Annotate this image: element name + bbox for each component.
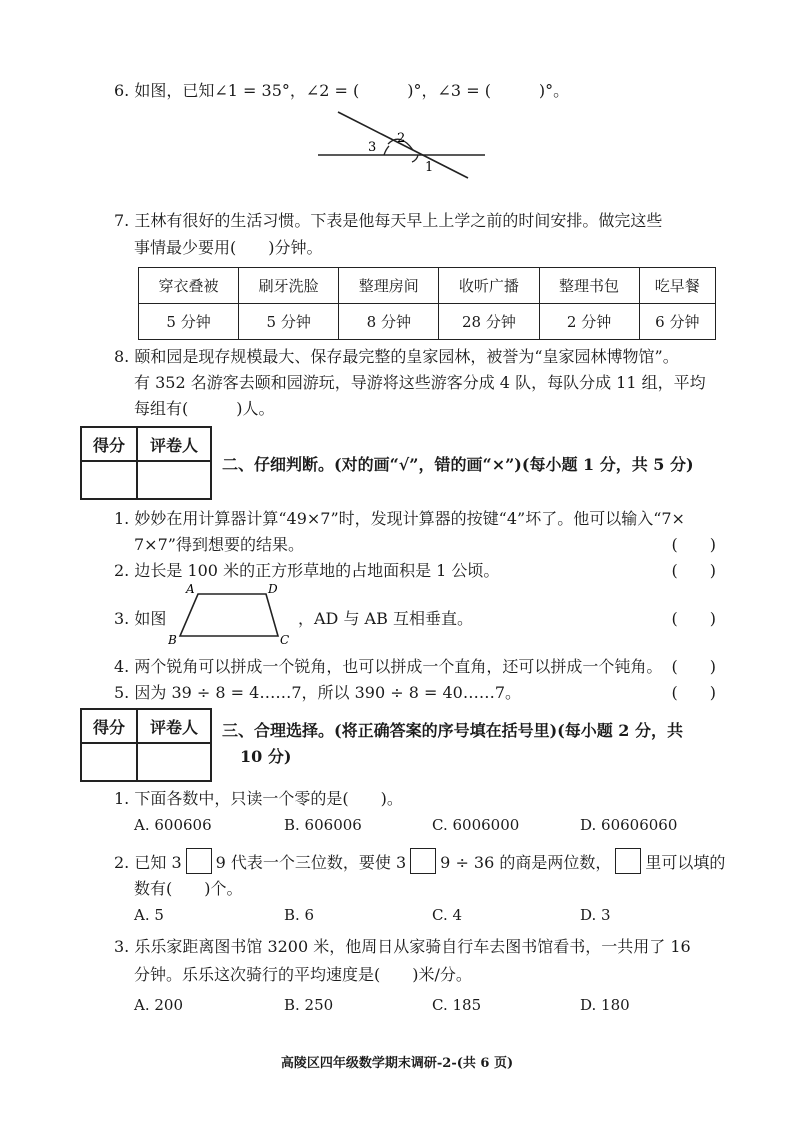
score-label: 得分 (81, 709, 137, 743)
answer-paren[interactable]: ( ) (671, 535, 716, 554)
answer-paren[interactable]: ( ) (671, 683, 716, 702)
q6-text: 6. 如图，已知∠1 = 35°，∠2 = ( )°，∠3 = ( )°。 (114, 81, 570, 100)
s2-q3-post: ，AD 与 AB 互相垂直。 (298, 609, 473, 628)
grader-cell[interactable] (137, 743, 211, 781)
s3-q2-option-d[interactable]: D. 3 (580, 906, 611, 924)
s3-q1: 1. 下面各数中，只读一个零的是( )。 (114, 789, 403, 808)
q8-line3: 每组有( )人。 (134, 399, 275, 418)
s3-q1-option-d[interactable]: D. 60606060 (580, 816, 678, 834)
value-cell: 8 分钟 (339, 304, 439, 340)
label-2: 2 (397, 131, 406, 146)
s3-q3-option-b[interactable]: B. 250 (284, 996, 334, 1014)
s3-q3-line1: 3. 乐乐家距离图书馆 3200 米，他周日从家骑自行车去图书馆看书，一共用了 16 (114, 937, 691, 956)
s2-q5: 5. 因为 39 ÷ 8 = 4……7，所以 390 ÷ 8 = 40……7。 (114, 683, 521, 702)
label-3: 3 (368, 140, 377, 155)
score-box-3 (80, 708, 212, 782)
vertex-c: C (280, 633, 290, 647)
value-cell: 2 分钟 (539, 304, 639, 340)
s3-q3-option-d[interactable]: D. 180 (580, 996, 630, 1014)
header-cell: 穿衣叠被 (139, 268, 239, 304)
q7-line1: 7. 王林有很好的生活习惯。下表是他每天早上上学之前的时间安排。做完这些 (114, 211, 663, 230)
section-3-title-line1: 三、合理选择。(将正确答案的序号填在括号里)(每小题 2 分，共 (222, 721, 683, 740)
table-header-row (139, 268, 716, 304)
score-box-2 (80, 426, 212, 500)
s3-q1-option-b[interactable]: B. 606006 (284, 816, 362, 834)
score-cell[interactable] (81, 461, 137, 499)
blank-box[interactable] (186, 848, 212, 874)
s3-q2-part-b: 9 代表一个三位数，要使 3 (215, 853, 407, 872)
blank-box[interactable] (410, 848, 436, 874)
page-footer: 高陵区四年级数学期末调研-2-(共 6 页) (280, 1056, 514, 1071)
s3-q2-option-a[interactable]: A. 5 (134, 906, 164, 924)
header-cell: 整理房间 (339, 268, 439, 304)
s3-q2-line2: 数有( )个。 (134, 879, 243, 898)
section-2-title: 二、仔细判断。(对的画“√”，错的画“×”)(每小题 1 分，共 5 分) (222, 455, 694, 474)
answer-paren[interactable]: ( ) (671, 561, 716, 580)
s3-q2-part-a: 2. 已知 3 (114, 853, 182, 872)
score-cell[interactable] (81, 743, 137, 781)
s3-q3-line2: 分钟。乐乐这次骑行的平均速度是( )米/分。 (134, 965, 472, 984)
grader-label: 评卷人 (137, 709, 211, 743)
s2-q1-line2: 7×7”得到想要的结果。 (134, 535, 304, 554)
header-cell: 刷牙洗脸 (239, 268, 339, 304)
blank-box[interactable] (615, 848, 641, 874)
grader-cell[interactable] (137, 461, 211, 499)
vertex-a: A (186, 582, 195, 596)
score-label: 得分 (81, 427, 137, 461)
value-cell: 5 分钟 (139, 304, 239, 340)
s3-q2-part-d: 里可以填的 (645, 853, 726, 872)
header-cell: 收听广播 (439, 268, 539, 304)
label-1: 1 (425, 160, 434, 175)
s3-q3-option-c[interactable]: C. 185 (432, 996, 482, 1014)
value-cell: 5 分钟 (239, 304, 339, 340)
schedule-table (138, 267, 716, 340)
angle-1-arc (412, 155, 418, 162)
value-cell: 6 分钟 (639, 304, 715, 340)
s3-q2-line1 (114, 848, 725, 874)
s3-q1-option-c[interactable]: C. 6006000 (432, 816, 520, 834)
header-cell: 吃早餐 (639, 268, 715, 304)
grader-label: 评卷人 (137, 427, 211, 461)
table-row (139, 304, 716, 340)
answer-paren[interactable]: ( ) (671, 657, 716, 676)
s3-q2-option-c[interactable]: C. 4 (432, 906, 463, 924)
q8-line2: 有 352 名游客去颐和园游玩，导游将这些游客分成 4 队，每队分成 11 组，平均 (134, 373, 706, 392)
s2-q1-line1: 1. 妙妙在用计算器计算“49×7”时，发现计算器的按键“4”坏了。他可以输入“7× (114, 509, 685, 528)
vertex-b: B (168, 633, 177, 647)
s3-q2-option-b[interactable]: B. 6 (284, 906, 315, 924)
answer-paren[interactable]: ( ) (671, 609, 716, 628)
s3-q1-option-a[interactable]: A. 600606 (134, 816, 212, 834)
q7-line2: 事情最少要用( )分钟。 (134, 238, 323, 257)
s3-q3-option-a[interactable]: A. 200 (134, 996, 183, 1014)
trapezoid-figure (168, 582, 298, 648)
angle-3-arc (384, 146, 389, 155)
value-cell: 28 分钟 (439, 304, 539, 340)
s2-q4: 4. 两个锐角可以拼成一个锐角，也可以拼成一个直角，还可以拼成一个钝角。 (114, 657, 663, 676)
vertex-d: D (268, 582, 278, 596)
section-3-title-line2: 10 分) (240, 747, 292, 766)
angle-figure (300, 100, 500, 180)
s2-q3-pre: 3. 如图 (114, 609, 167, 628)
s2-q2: 2. 边长是 100 米的正方形草地的占地面积是 1 公顷。 (114, 561, 500, 580)
s3-q2-part-c: 9 ÷ 36 的商是两位数， (440, 853, 612, 872)
q8-line1: 8. 颐和园是现存规模最大、保存最完整的皇家园林，被誉为“皇家园林博物馆”。 (114, 347, 679, 366)
trapezoid-shape (180, 594, 278, 636)
header-cell: 整理书包 (539, 268, 639, 304)
